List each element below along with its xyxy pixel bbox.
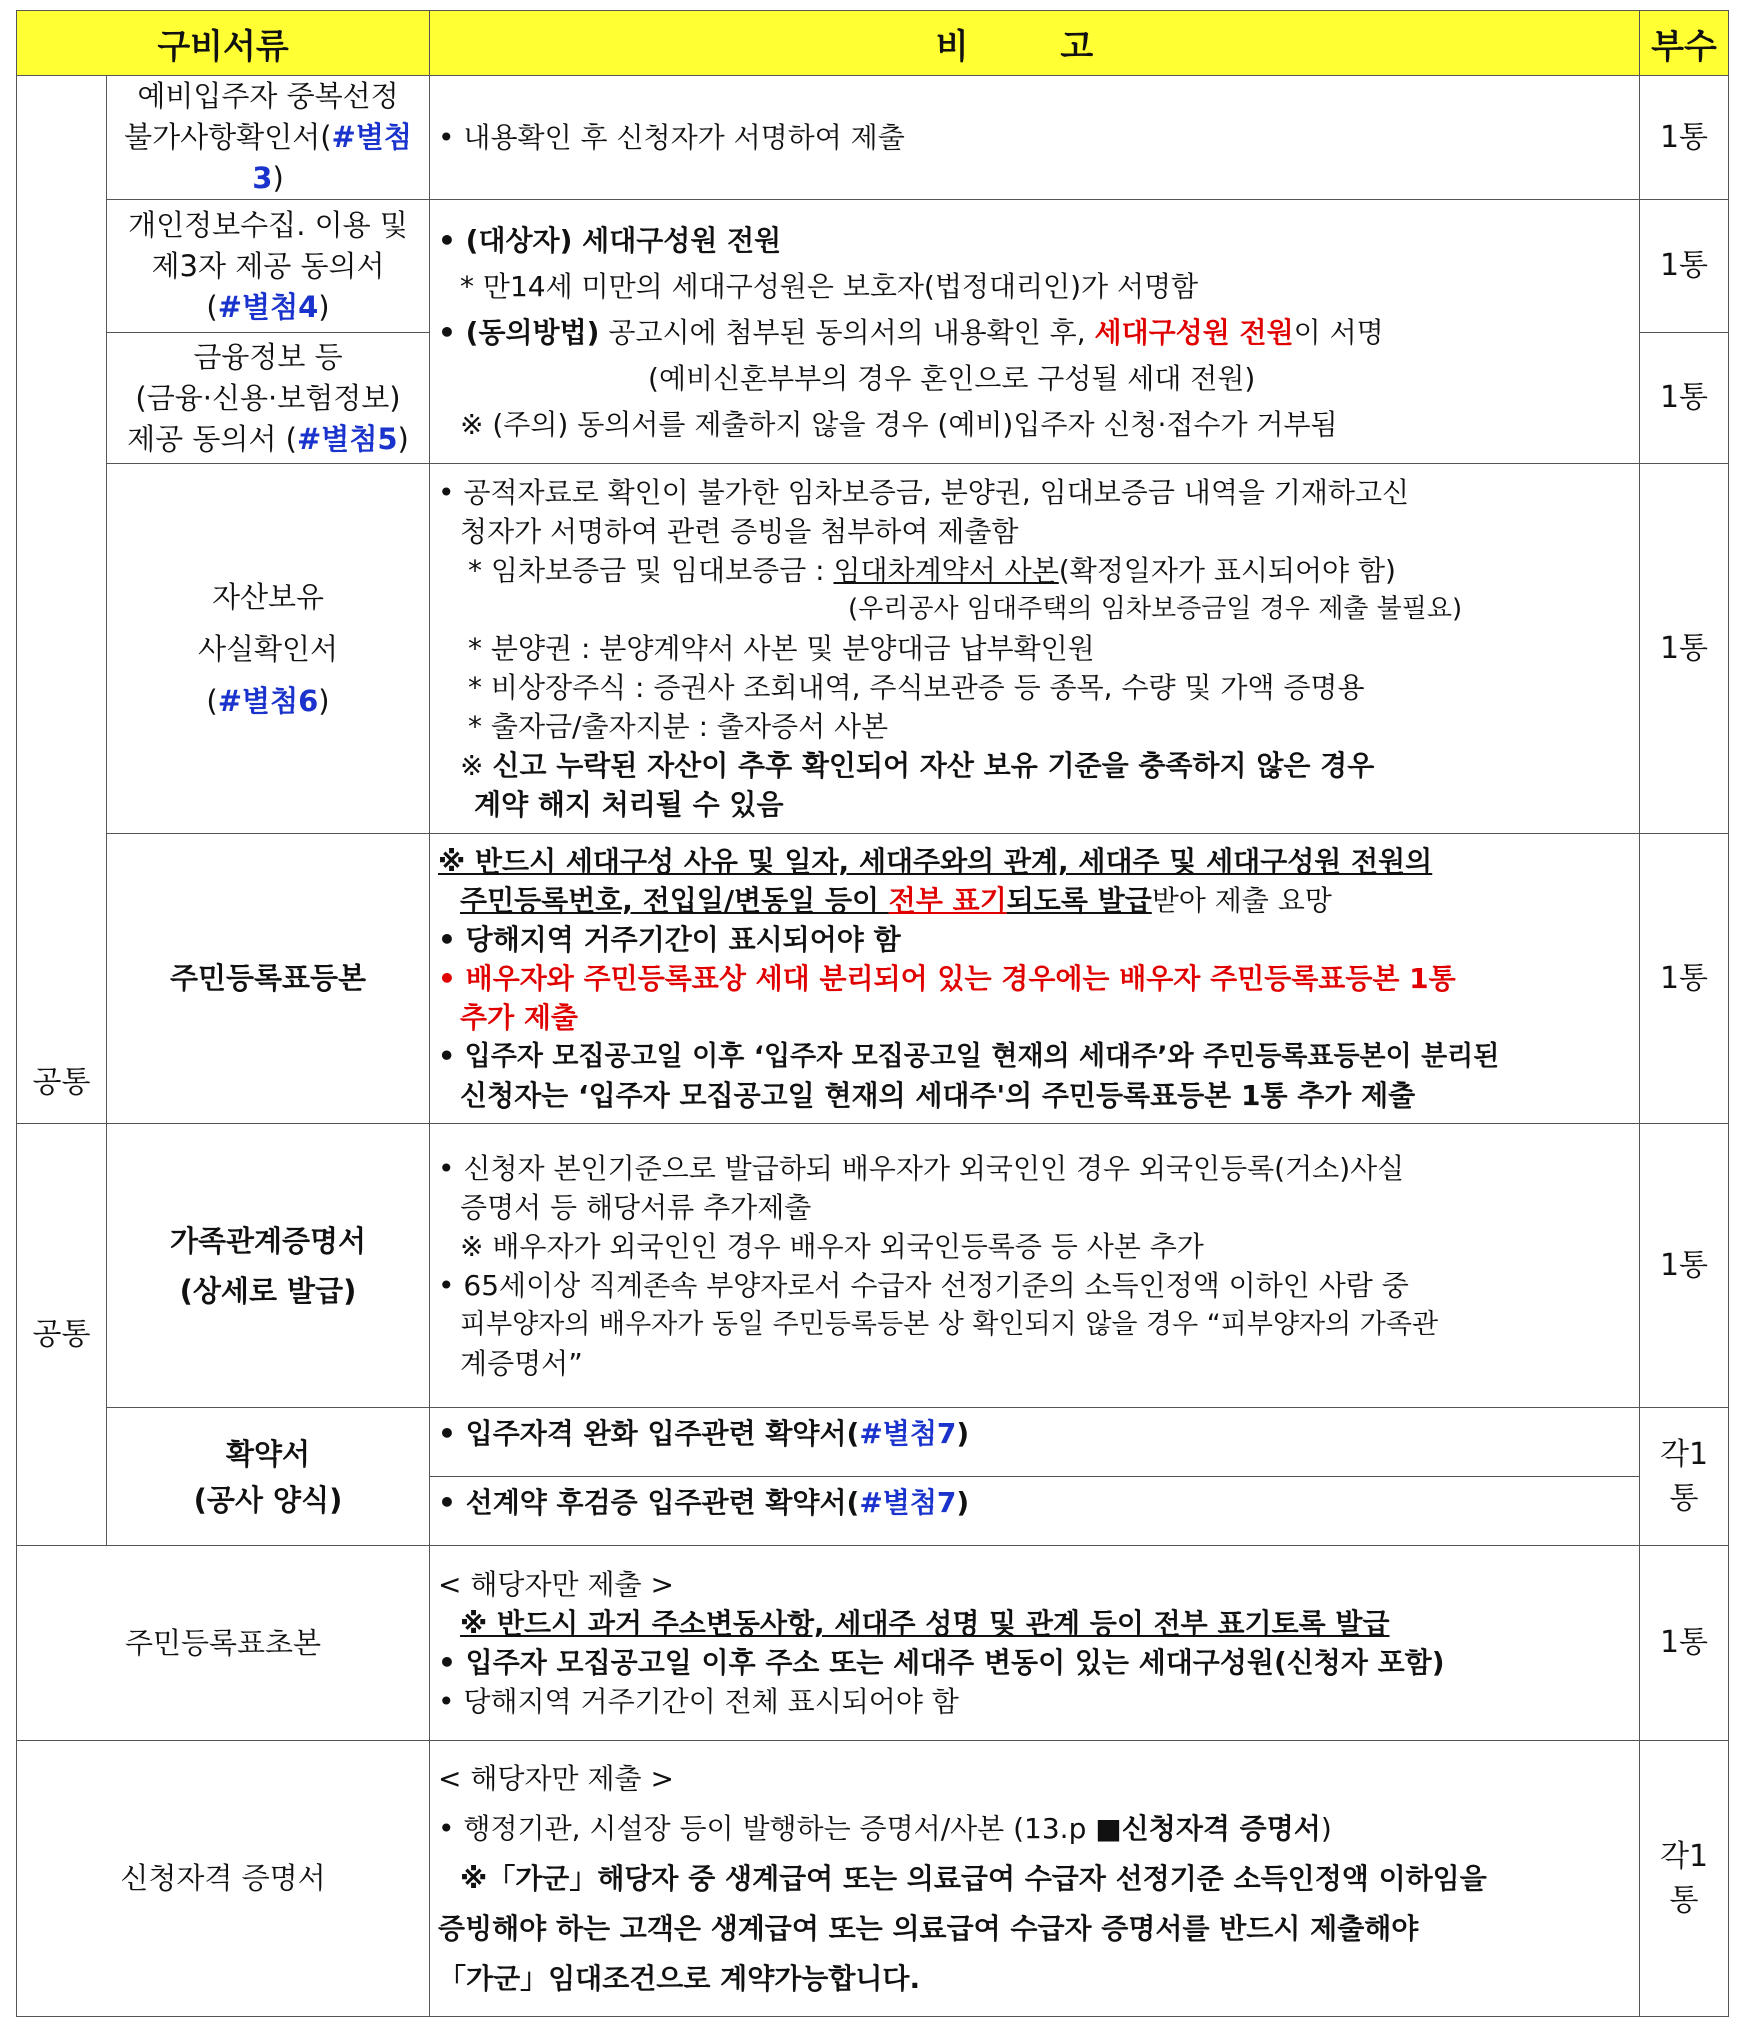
note-line: 신고 누락된 자산이 추후 확인되어 자산 보유 기준을 충족하지 않은 경우 [492, 749, 1375, 782]
attachment-ref: #별첨6 [217, 683, 319, 718]
quantity: 1통 [1640, 464, 1729, 834]
note-line: 증명서 등 해당서류 추가제출 [460, 1190, 812, 1224]
note-line: (우리공사 임대주택의 임차보증금일 경우 제출 불필요) [848, 594, 1463, 624]
note-line: • 입주자 모집공고일 이후 주소 또는 세대주 변동이 있는 세대구성원(신청자 포함) [438, 1646, 1445, 1679]
note-cell [430, 1546, 1640, 1741]
attachment-ref: #별첨7 [859, 1486, 957, 1519]
table-row [17, 1741, 1729, 2017]
note-line: (확정일자가 표시되어야 함) [1058, 554, 1396, 587]
doc-line: 불가사항확인서( [124, 120, 332, 154]
highlight-text: 추가 제출 [460, 1001, 578, 1034]
category-label: 공통 [32, 1316, 91, 1352]
table-row [17, 1124, 1729, 1408]
table-row [17, 834, 1729, 1124]
table-header-row [17, 11, 1729, 76]
note-line: 「가군」임대조건으로 계약가능합니다. [438, 1961, 921, 1995]
note-line: ) [956, 1486, 970, 1519]
doc-line: 확약서 [225, 1436, 311, 1471]
note-line: (예비신혼부부의 경우 혼인으로 구성될 세대 전원) [648, 361, 1256, 395]
quantity: 1통 [1640, 1124, 1729, 1408]
note-line: • 행정기관, 시설장 등이 발행하는 증명서/사본 (13.p [438, 1811, 1096, 1845]
attachment-ref: #별첨5 [297, 421, 398, 456]
quantity: 1통 [1640, 200, 1729, 333]
doc-line: 개인정보수집. 이용 및 [128, 207, 408, 242]
note-line: 되도록 발급 [1006, 884, 1152, 917]
note-line: • (대상자) 세대구성원 전원 [438, 223, 782, 257]
document-name: 주민등록표초본 [17, 1546, 430, 1741]
doc-line: (공사 양식) [193, 1482, 343, 1517]
note-line: • 선계약 후검증 입주관련 확약서( [438, 1486, 860, 1519]
note-line: ) [1320, 1811, 1332, 1845]
category-common [17, 76, 107, 1124]
note-cell [430, 464, 1640, 834]
note-line: < 해당자만 제출 > [438, 1761, 674, 1795]
note-line: • 입주자 모집공고일 이후 ‘입주자 모집공고일 현재의 세대주’와 주민등록표등본이 분리된 [438, 1041, 1500, 1072]
quantity: 1통 [1640, 1546, 1729, 1741]
doc-line: 제3자 제공 동의서 [151, 248, 385, 283]
doc-line: 금융정보 등 [193, 339, 343, 374]
document-name [107, 464, 430, 834]
note-line: • 내용확인 후 신청자가 서명하여 제출 [438, 121, 905, 154]
note-line: • 65세이상 직계존속 부양자로서 수급자 선정기준의 소득인정액 이하인 사람 중 [438, 1268, 1409, 1302]
quantity [1640, 1741, 1729, 2017]
note-cell [430, 1124, 1640, 1408]
document-name: 신청자격 증명서 [17, 1741, 430, 2017]
note-line: * 만14세 미만의 세대구성원은 보호자(법정대리인)가 서명함 [460, 269, 1199, 303]
quantity-line: 통 [1669, 1882, 1699, 1918]
note-line: • (동의방법) [438, 315, 600, 349]
table-row [17, 1408, 1729, 1546]
doc-line: ( [206, 289, 218, 324]
quantity: 1통 [1640, 834, 1729, 1124]
category-label: 공통 [32, 1065, 91, 1100]
doc-line: ( [206, 683, 218, 718]
note-line: * 임차보증금 및 임대보증금 : [468, 554, 834, 587]
highlight-text: 세대구성원 전원 [1094, 315, 1294, 349]
note-line: ※ 배우자가 외국인인 경우 배우자 외국인등록증 등 사본 추가 [460, 1229, 1204, 1263]
table-row [17, 200, 1729, 333]
note-line: 주민등록번호, 전입일/변동일 등이 [460, 884, 889, 917]
note-line: 청자가 서명하여 관련 증빙을 첨부하여 제출함 [460, 515, 1019, 548]
doc-line: ) [318, 289, 330, 324]
table-row [17, 76, 1729, 200]
header-quantity: 부수 [1640, 11, 1729, 76]
doc-line: (금융·신용·보험정보) [135, 380, 401, 415]
doc-line: 예비입주자 중복선정 [137, 79, 399, 113]
document-name: 주민등록표등본 [107, 834, 430, 1124]
note-cell [430, 76, 1640, 200]
note-line: 피부양자의 배우자가 동일 주민등록등본 상 확인되지 않을 경우 “피부양자의 가족관 [460, 1308, 1439, 1340]
highlight-text: 전부 표기 [888, 884, 1007, 917]
note-line: 이 서명 [1293, 315, 1384, 349]
note-line: 공고시에 첨부된 동의서의 내용확인 후, [599, 315, 1095, 349]
pledge-line-1 [430, 1408, 1639, 1477]
note-line: 증빙해야 하는 고객은 생계급여 또는 의료급여 수급자 증명서를 반드시 제출해야 [438, 1911, 1419, 1945]
quantity: 1통 [1640, 333, 1729, 464]
document-name [107, 333, 430, 464]
consent-note-cell [430, 200, 1640, 464]
doc-line: ) [318, 683, 330, 718]
note-line: ※ 반드시 세대구성 사유 및 일자, 세대주와의 관계, 세대주 및 세대구성원 전원의 [438, 845, 1433, 878]
note-line: ■신청자격 증명서 [1095, 1811, 1321, 1845]
note-line: • 당해지역 거주기간이 표시되어야 함 [438, 923, 901, 956]
doc-line: ) [397, 421, 409, 456]
note-line: ※ [460, 749, 493, 782]
note-cell [430, 834, 1640, 1124]
note-line: 받아 제출 요망 [1151, 884, 1332, 917]
required-documents-table [16, 10, 1729, 2017]
note-line: 임대차계약서 사본 [833, 554, 1059, 587]
document-name [107, 1124, 430, 1408]
header-documents: 구비서류 [17, 11, 430, 76]
doc-line: 제공 동의서 ( [127, 421, 297, 456]
header-notes: 비 고 [430, 11, 1640, 76]
note-line: 신청자는 ‘입주자 모집공고일 현재의 세대주'의 주민등록표등본 1통 추가 제출 [460, 1079, 1416, 1112]
quantity-line: 각1 [1659, 1838, 1709, 1874]
note-line: 계증명서” [460, 1346, 583, 1380]
note-line: * 비상장주식 : 증권사 조회내역, 주식보관증 등 종목, 수량 및 가액 증명용 [468, 671, 1365, 704]
doc-line: 자산보유 [211, 579, 325, 614]
note-cell [430, 1741, 1640, 2017]
note-line: < 해당자만 제출 > [438, 1568, 674, 1601]
note-line: * 분양권 : 분양계약서 사본 및 분양대금 납부확인원 [468, 632, 1095, 665]
note-line: ※ 반드시 과거 주소변동사항, 세대주 성명 및 관계 등이 전부 표기토록 발급 [460, 1607, 1390, 1640]
note-line: ※「가군」해당자 중 생계급여 또는 의료급여 수급자 선정기준 소득인정액 이하임을 [460, 1861, 1487, 1895]
note-line: 계약 해지 처리될 수 있음 [474, 788, 784, 821]
document-name [107, 200, 430, 333]
attachment-ref: #별첨7 [859, 1417, 957, 1450]
doc-line: 사실확인서 [197, 631, 339, 666]
doc-line: 가족관계증명서 [169, 1223, 367, 1258]
doc-line: (상세로 발급) [179, 1273, 357, 1308]
document-name [107, 76, 430, 200]
quantity [1640, 1408, 1729, 1546]
note-line: • 당해지역 거주기간이 전체 표시되어야 함 [438, 1685, 959, 1718]
category-common [17, 1124, 107, 1546]
note-line: * 출자금/출자지분 : 출자증서 사본 [468, 710, 889, 743]
highlight-text: • 배우자와 주민등록표상 세대 분리되어 있는 경우에는 배우자 주민등록표등본 1통 [438, 962, 1456, 995]
attachment-ref: #별첨3 [252, 120, 412, 195]
note-line: • 신청자 본인기준으로 발급하되 배우자가 외국인인 경우 외국인등록(거소)사실 [438, 1151, 1405, 1185]
document-name [107, 1408, 430, 1546]
doc-line: ) [272, 161, 284, 195]
quantity-line: 통 [1669, 1480, 1699, 1516]
note-line: ※ (주의) 동의서를 제출하지 않을 경우 (예비)입주자 신청·접수가 거부됨 [460, 407, 1338, 441]
pledge-line-2 [430, 1477, 1639, 1545]
table-row [17, 464, 1729, 834]
quantity: 1통 [1640, 76, 1729, 200]
quantity-line: 각1 [1659, 1436, 1709, 1472]
table-row [17, 1546, 1729, 1741]
note-line: • 입주자격 완화 입주관련 확약서( [438, 1417, 860, 1450]
note-cell [430, 1408, 1640, 1546]
note-line: ) [956, 1417, 970, 1450]
attachment-ref: #별첨4 [217, 289, 319, 324]
note-line: • 공적자료로 확인이 불가한 임차보증금, 분양권, 임대보증금 내역을 기재하고신 [438, 476, 1410, 509]
